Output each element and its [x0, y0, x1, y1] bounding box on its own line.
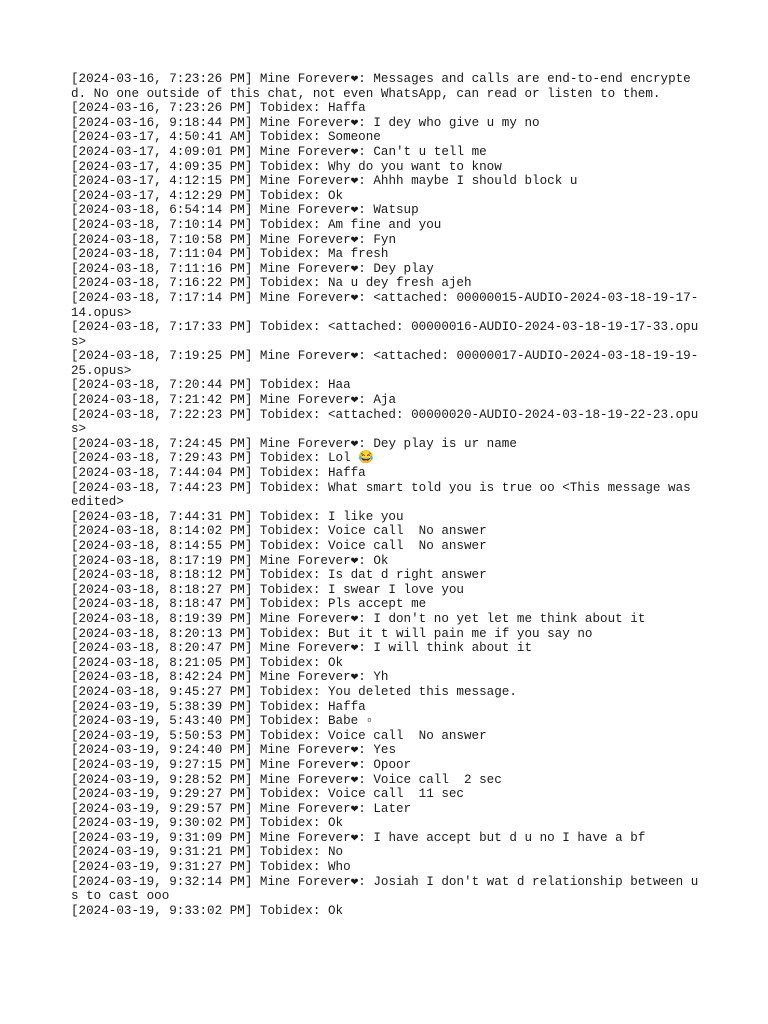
- chat-line: [2024-03-18, 7:44:31 PM] Tobidex: I like you: [71, 509, 404, 524]
- chat-line: [2024-03-19, 5:50:53 PM] Tobidex: Voice call No answer: [71, 728, 487, 743]
- chat-line: [2024-03-18, 8:17:19 PM] Mine Forever❤: Ok: [71, 553, 389, 568]
- chat-line: [2024-03-18, 8:18:47 PM] Tobidex: Pls accept me: [71, 597, 427, 612]
- chat-line: [2024-03-18, 7:19:25 PM] Mine Forever❤: <attached: 00000017-AUDIO-2024-03-18-19-19-25.opus>: [71, 349, 699, 378]
- chat-line: [2024-03-19, 5:38:39 PM] Tobidex: Haffa: [71, 699, 366, 714]
- chat-line: [2024-03-16, 7:23:26 PM] Tobidex: Haffa: [71, 101, 366, 116]
- chat-line: [2024-03-18, 9:45:27 PM] Tobidex: You deleted this message.: [71, 684, 517, 699]
- chat-line: [2024-03-18, 8:21:05 PM] Tobidex: Ok: [71, 655, 344, 670]
- chat-line: [2024-03-18, 7:17:33 PM] Tobidex: <attached: 00000016-AUDIO-2024-03-18-19-17-33.opus>: [71, 320, 699, 349]
- chat-line: [2024-03-19, 9:31:21 PM] Tobidex: No: [71, 845, 344, 860]
- chat-line: [2024-03-17, 4:09:35 PM] Tobidex: Why do you want to know: [71, 159, 502, 174]
- chat-line: [2024-03-18, 8:18:27 PM] Tobidex: I swear I love you: [71, 582, 464, 597]
- chat-line: [2024-03-18, 7:21:42 PM] Mine Forever❤: Aja: [71, 393, 396, 408]
- chat-line: [2024-03-19, 9:24:40 PM] Mine Forever❤: Yes: [71, 743, 396, 758]
- chat-line: [2024-03-18, 7:24:45 PM] Mine Forever❤: Dey play is ur name: [71, 436, 517, 451]
- chat-line: [2024-03-18, 8:18:12 PM] Tobidex: Is dat d right answer: [71, 568, 487, 583]
- chat-line: [2024-03-18, 7:10:14 PM] Tobidex: Am fine and you: [71, 217, 442, 232]
- chat-line: [2024-03-19, 5:43:40 PM] Tobidex: Babe ▫: [71, 714, 374, 729]
- chat-line: [2024-03-19, 9:33:02 PM] Tobidex: Ok: [71, 903, 344, 918]
- chat-line: [2024-03-18, 8:20:47 PM] Mine Forever❤: I will think about it: [71, 641, 533, 656]
- chat-line: [2024-03-18, 7:20:44 PM] Tobidex: Haa: [71, 378, 351, 393]
- chat-line: [2024-03-18, 7:22:23 PM] Tobidex: <attached: 00000020-AUDIO-2024-03-18-19-22-23.opus>: [71, 407, 699, 437]
- chat-line: [2024-03-18, 8:42:24 PM] Mine Forever❤: Yh: [71, 670, 389, 685]
- chat-line: [2024-03-19, 9:29:27 PM] Tobidex: Voice call 11 sec: [71, 787, 464, 802]
- chat-line: [2024-03-18, 7:16:22 PM] Tobidex: Na u dey fresh ajeh: [71, 276, 472, 291]
- chat-line: [2024-03-18, 7:10:58 PM] Mine Forever❤: Fyn: [71, 232, 396, 247]
- chat-line: [2024-03-18, 7:44:23 PM] Tobidex: What smart told you is true oo <This message was edited>: [71, 480, 699, 510]
- chat-line: [2024-03-18, 7:44:04 PM] Tobidex: Haffa: [71, 466, 366, 481]
- chat-line: [2024-03-19, 9:32:14 PM] Mine Forever❤: Josiah I don't wat d relationship between us to cast ooo: [71, 874, 699, 904]
- chat-line: [2024-03-18, 7:17:14 PM] Mine Forever❤: <attached: 00000015-AUDIO-2024-03-18-19-17-14.opus>: [71, 290, 699, 320]
- chat-line: [2024-03-17, 4:12:15 PM] Mine Forever❤: Ahhh maybe I should block u: [71, 174, 578, 189]
- chat-line: [2024-03-18, 8:19:39 PM] Mine Forever❤: I don't no yet let me think about it: [71, 611, 646, 626]
- chat-line: [2024-03-19, 9:29:57 PM] Mine Forever❤: Later: [71, 801, 412, 816]
- chat-line: [2024-03-17, 4:50:41 AM] Tobidex: Someone: [71, 130, 381, 145]
- chat-line: [2024-03-19, 9:31:09 PM] Mine Forever❤: I have accept but d u no I have a bf: [71, 830, 646, 845]
- chat-line: [2024-03-18, 8:14:55 PM] Tobidex: Voice call No answer: [71, 539, 487, 553]
- chat-line: [2024-03-18, 7:29:43 PM] Tobidex: Lol 😂: [71, 451, 374, 466]
- chat-line: [2024-03-16, 9:18:44 PM] Mine Forever❤: I dey who give u my no: [71, 115, 540, 130]
- chat-line: [2024-03-18, 8:14:02 PM] Tobidex: Voice call No answer: [71, 524, 487, 539]
- chat-line: [2024-03-19, 9:28:52 PM] Mine Forever❤: Voice call 2 sec: [71, 772, 502, 787]
- chat-line: [2024-03-17, 4:12:29 PM] Tobidex: Ok: [71, 188, 344, 203]
- chat-line: [2024-03-18, 8:20:13 PM] Tobidex: But it t will pain me if you say no: [71, 626, 593, 641]
- chat-transcript: [71, 72, 701, 918]
- chat-line: [2024-03-19, 9:30:02 PM] Tobidex: Ok: [71, 816, 344, 831]
- chat-line: [2024-03-17, 4:09:01 PM] Mine Forever❤: Can't u tell me: [71, 144, 487, 159]
- chat-line: [2024-03-19, 9:31:27 PM] Tobidex: Who: [71, 860, 351, 875]
- chat-line: [2024-03-19, 9:27:15 PM] Mine Forever❤: Opoor: [71, 757, 412, 772]
- chat-line: [2024-03-18, 6:54:14 PM] Mine Forever❤: Watsup: [71, 203, 419, 218]
- chat-line: [2024-03-18, 7:11:04 PM] Tobidex: Ma fresh: [71, 247, 389, 262]
- chat-line: [2024-03-16, 7:23:26 PM] Mine Forever❤: Messages and calls are end-to-end encrypted. No one outside of this chat, not even WhatsApp, can read or listen to them.: [71, 72, 691, 101]
- chat-line: [2024-03-18, 7:11:16 PM] Mine Forever❤: Dey play: [71, 261, 434, 276]
